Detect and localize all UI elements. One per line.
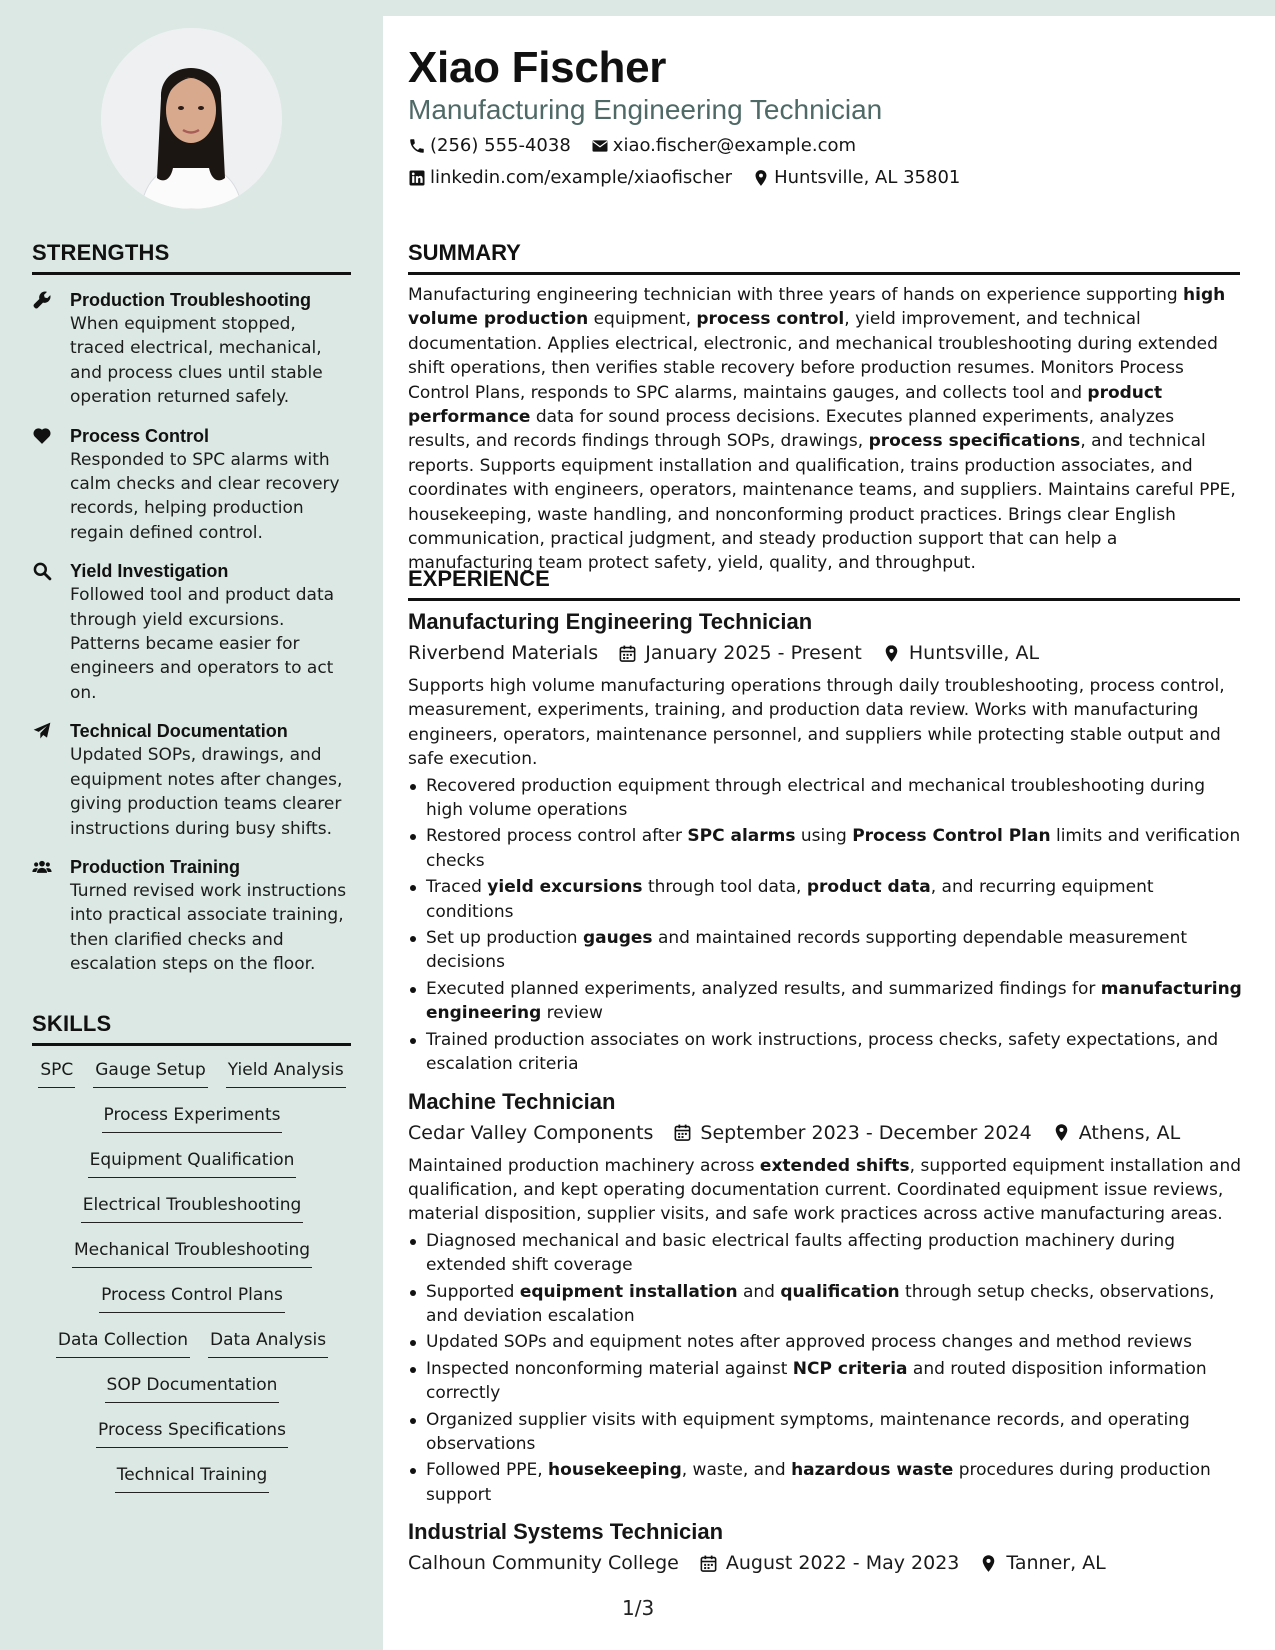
text-segment: Restored process control after	[426, 826, 688, 847]
text-segment: Trained production associates on work instructions, process checks, safety expectations, and escalation criteria	[426, 1029, 1219, 1075]
skill-tag: Process Control Plans	[99, 1283, 285, 1313]
skill-tag: Data Analysis	[208, 1328, 328, 1358]
linkedin-item[interactable]	[408, 166, 732, 190]
job-title: Industrial Systems Technician	[408, 1519, 724, 1545]
bullet-item	[408, 875, 1242, 924]
job-description	[408, 1154, 1242, 1227]
skill-row	[32, 1373, 352, 1418]
strength-desc: Responded to SPC alarms with calm checks and clear recovery records, helping production regain defined control.	[70, 449, 340, 543]
skill-row	[32, 1238, 352, 1283]
calendar-icon	[598, 644, 645, 663]
phone-item	[408, 134, 571, 158]
skill-row	[32, 1418, 352, 1463]
summary-heading: SUMMARY	[408, 240, 1240, 275]
top-band	[383, 0, 1275, 16]
location-text: Huntsville, AL 35801	[774, 167, 961, 188]
strength-title: Process Control	[70, 425, 210, 446]
strength-desc: Followed tool and product data through yield excursions. Patterns became easier for engineers and operators to act on.	[70, 585, 335, 703]
text-segment: Executed planned experiments, analyzed results, and summarized findings for	[426, 978, 1101, 999]
text-segment: using	[795, 826, 853, 847]
job-entry	[408, 607, 1242, 1077]
emphasis-text: product data	[806, 877, 931, 898]
bullet-item	[408, 1408, 1242, 1457]
emphasis-text: product performance	[408, 382, 1163, 428]
emphasis-text: manufacturing engineering	[426, 978, 1242, 1024]
text-segment: Diagnosed mechanical and basic electrical faults affecting production machinery during extended shift coverage	[426, 1230, 1175, 1276]
text-segment: Traced	[426, 877, 488, 898]
phone-icon	[408, 137, 426, 155]
text-segment: through setup checks, observations, and deviation escalation	[426, 1281, 1215, 1326]
wrench-icon	[32, 288, 70, 410]
linkedin-link[interactable]: linkedin.com/example/xiaofischer	[430, 167, 733, 188]
candidate-name: Xiao Fischer	[408, 43, 667, 92]
bullet-item	[408, 1330, 1242, 1354]
skill-row	[32, 1328, 352, 1373]
paper-plane-icon	[32, 719, 70, 841]
strengths-heading: STRENGTHS	[32, 240, 351, 275]
bullet-item	[408, 1280, 1242, 1329]
skill-row	[32, 1148, 352, 1193]
emphasis-text: extended shifts	[759, 1155, 910, 1176]
experience-list	[408, 607, 1242, 1589]
bullet-item	[408, 774, 1242, 823]
experience-heading: EXPERIENCE	[408, 566, 1240, 601]
company-name: Riverbend Materials	[408, 642, 599, 664]
text-segment: through tool data,	[642, 877, 807, 898]
email-link[interactable]: xiao.fischer@example.com	[612, 135, 857, 156]
job-title: Manufacturing Engineering Technician	[408, 609, 813, 634]
strength-desc: Updated SOPs, drawings, and equipment notes after changes, giving production teams clearer instructions during busy shifts.	[70, 745, 343, 839]
strength-item	[32, 424, 352, 546]
text-segment: , waste, and	[681, 1460, 792, 1481]
skill-tag: Mechanical Troubleshooting	[72, 1238, 312, 1268]
bullet-item	[408, 1357, 1242, 1406]
strength-title: Production Training	[70, 856, 240, 877]
emphasis-text: SPC alarms	[687, 826, 796, 847]
text-segment: Supported	[426, 1281, 520, 1302]
text-segment: and maintained records supporting dependable measurement decisions	[426, 928, 1188, 973]
text-segment: Supports high volume manufacturing operations through daily troubleshooting, process control, measurement, experiments, training, and production data review. Works with manufacturing engineers, operators, maintenance personnel, and suppliers while protecting stable output and safe execution.	[408, 676, 1225, 770]
text-segment: and	[737, 1281, 781, 1302]
text-segment: Maintained production machinery across	[408, 1155, 760, 1176]
bullet-item	[408, 824, 1242, 873]
strength-item	[32, 288, 352, 410]
bullet-item	[408, 1229, 1242, 1278]
bullet-item	[408, 977, 1242, 1026]
profile-photo	[101, 28, 282, 209]
emphasis-text: hazardous waste	[791, 1460, 954, 1481]
skill-tag: SOP Documentation	[105, 1373, 280, 1403]
calendar-icon	[679, 1554, 726, 1573]
text-segment: limits and verification checks	[426, 826, 1241, 871]
search-icon	[32, 559, 70, 705]
page-number: 1/3	[622, 1596, 655, 1620]
strength-item	[32, 719, 352, 841]
text-segment: , yield improvement, and technical documentation. Applies electrical, electronic, and mechanical troubleshooting during extended shift operations, then verifies stable recovery before production resumes. Monitors Process Control Plans, responds to SPC alarms, maintains gauges, and collects tool and	[408, 309, 1218, 403]
text-segment: data for sound process decisions. Executes planned experiments, analyzes results, and records findings through SOPs, drawings,	[408, 407, 1175, 452]
map-pin-icon	[959, 1554, 1006, 1573]
heart-icon	[32, 424, 70, 546]
skill-row	[32, 1103, 352, 1148]
strengths-list	[32, 288, 352, 991]
calendar-icon	[653, 1123, 700, 1142]
text-segment: Organized supplier visits with equipment symptoms, maintenance records, and operating observations	[426, 1409, 1190, 1454]
emphasis-text: gauges	[582, 928, 653, 949]
map-pin-icon	[752, 169, 770, 187]
job-meta	[408, 1117, 1242, 1149]
text-segment: equipment,	[588, 309, 697, 330]
emphasis-text: housekeeping	[548, 1460, 682, 1481]
job-title-header: Manufacturing Engineering Technician	[408, 94, 883, 125]
skill-tag: SPC	[38, 1058, 75, 1088]
emphasis-text: high volume production	[408, 285, 1226, 330]
strength-item	[32, 855, 352, 977]
text-segment: review	[541, 1003, 603, 1024]
location-item	[752, 166, 960, 190]
job-dates: September 2023 - December 2024	[700, 1121, 1032, 1144]
job-bullets	[408, 1229, 1242, 1507]
text-segment: Followed PPE,	[426, 1460, 549, 1481]
emphasis-text: NCP criteria	[792, 1358, 908, 1379]
job-dates: August 2022 - May 2023	[725, 1552, 960, 1575]
job-location: Athens, AL	[1078, 1121, 1181, 1144]
job-title: Machine Technician	[408, 1088, 616, 1114]
skill-tag: Process Experiments	[102, 1103, 283, 1133]
strength-title: Technical Documentation	[70, 721, 288, 742]
job-entry	[408, 1517, 1242, 1579]
email-item[interactable]	[591, 134, 856, 158]
skill-row	[32, 1193, 352, 1238]
skill-tag: Data Collection	[56, 1328, 190, 1358]
summary-text	[408, 283, 1240, 576]
bullet-item	[408, 1028, 1242, 1077]
skill-tag: Process Specifications	[96, 1418, 288, 1448]
emphasis-text: qualification	[780, 1281, 900, 1302]
skill-tag: Gauge Setup	[93, 1058, 208, 1088]
emphasis-text: Process Control Plan	[852, 826, 1051, 847]
skills-heading: SKILLS	[32, 1011, 351, 1046]
company-name: Cedar Valley Components	[408, 1121, 654, 1144]
strength-desc: Turned revised work instructions into practical associate training, then clarified checks and escalation steps on the floor.	[70, 880, 347, 975]
job-bullets	[408, 774, 1242, 1077]
map-pin-icon	[862, 644, 909, 663]
strength-title: Yield Investigation	[70, 561, 229, 582]
company-name: Calhoun Community College	[408, 1552, 679, 1575]
skill-row	[32, 1058, 352, 1103]
text-segment: Inspected nonconforming material against	[426, 1358, 793, 1379]
job-description	[408, 674, 1242, 772]
job-location: Tanner, AL	[1006, 1552, 1106, 1575]
map-pin-icon	[1032, 1123, 1079, 1142]
text-segment: , and technical reports. Supports equipment installation and qualification, trains production associates, and coordinates with engineers, operators, maintenance teams, and suppliers. Maintains careful PPE, housekeeping, waste handling, and nonconforming product practices. Brings clear English communication, practical judgment, and steady production support that can help a manufacturing team protect safety, yield, quality, and throughput.	[408, 431, 1236, 574]
job-location: Huntsville, AL	[908, 642, 1040, 664]
emphasis-text: process specifications	[868, 431, 1081, 452]
text-segment: , and recurring equipment conditions	[426, 877, 1154, 922]
job-meta	[408, 1547, 1242, 1579]
skill-tag: Equipment Qualification	[88, 1148, 297, 1178]
job-meta	[408, 637, 1242, 669]
emphasis-text: equipment installation	[519, 1281, 738, 1302]
text-segment: Manufacturing engineering technician with three years of hands on experience supporting	[408, 285, 1184, 305]
skill-row	[32, 1463, 352, 1508]
job-dates: January 2025 - Present	[645, 642, 862, 664]
skill-tag: Yield Analysis	[226, 1058, 346, 1088]
contact-row-1	[408, 134, 856, 158]
skill-tag: Electrical Troubleshooting	[81, 1193, 304, 1223]
contact-row-2	[408, 166, 960, 190]
phone-text: (256) 555-4038	[430, 135, 571, 156]
envelope-icon	[591, 137, 609, 155]
bullet-item	[408, 1458, 1242, 1507]
text-segment: and routed disposition information correctly	[426, 1358, 1207, 1404]
skill-tag: Technical Training	[115, 1463, 270, 1493]
strength-title: Production Troubleshooting	[70, 290, 311, 310]
emphasis-text: process control	[696, 309, 845, 330]
strength-desc: When equipment stopped, traced electrical, mechanical, and process clues until stable operation returned safely.	[70, 314, 323, 408]
linkedin-icon	[408, 169, 426, 187]
text-segment: Set up production	[426, 928, 583, 949]
text-segment: procedures during production support	[426, 1460, 1211, 1505]
bullet-item	[408, 926, 1242, 975]
text-segment: , supported equipment installation and qualification, and kept operating documentation current. Coordinated equipment issue reviews, material disposition, supplier visits, and safe work practices across active manufacturing areas.	[408, 1155, 1242, 1225]
skill-row	[32, 1283, 352, 1328]
job-entry	[408, 1087, 1242, 1508]
skills-list	[32, 1058, 352, 1508]
strength-item	[32, 559, 352, 705]
text-segment: Updated SOPs and equipment notes after approved process changes and method reviews	[426, 1332, 1192, 1353]
text-segment: Recovered production equipment through electrical and mechanical troubleshooting during high volume operations	[426, 775, 1205, 821]
users-icon	[32, 855, 70, 977]
emphasis-text: yield excursions	[487, 877, 643, 898]
